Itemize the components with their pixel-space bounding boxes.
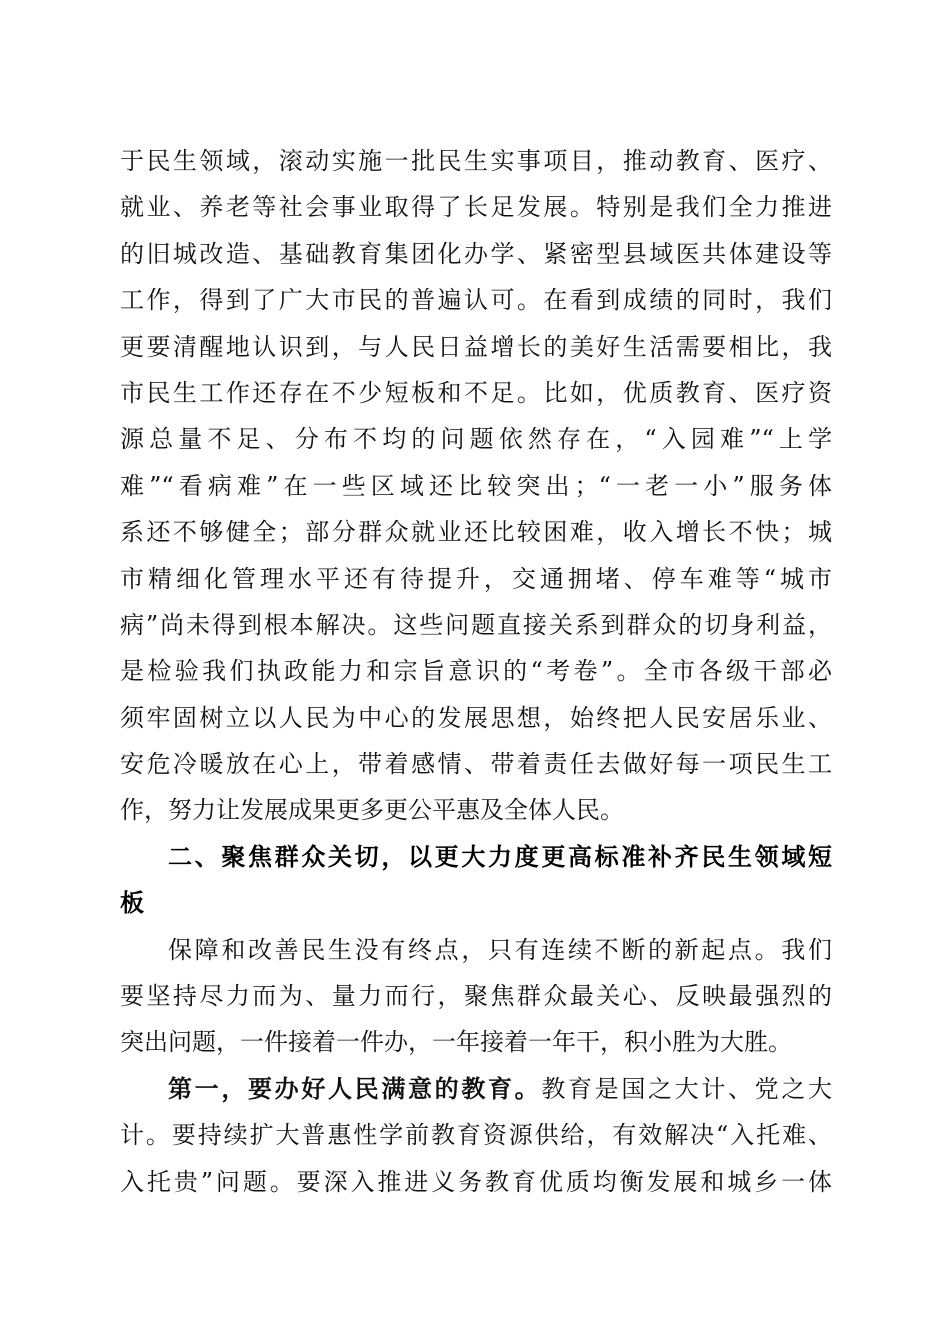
paragraph-line: 突出问题，一件接着一件办，一年接着一年干，积小胜为大胜。 <box>120 1028 792 1057</box>
paragraph-line: 要坚持尽力而为、量力而行，聚焦群众最关心、反映最强烈的 <box>120 982 832 1011</box>
paragraph-lead-rest: 教育是国之大计、党之大 <box>541 1074 832 1103</box>
paragraph-line: 于民生领域，滚动实施一批民生实事项目，推动教育、医疗、 <box>120 147 832 175</box>
paragraph-line: 工作，得到了广大市民的普遍认可。在看到成绩的同时，我们 <box>120 286 832 315</box>
paragraph-1 <box>120 138 832 834</box>
paragraph-line: 难”“看病难”在一些区域还比较突出；“一老一小”服务体 <box>120 471 832 500</box>
paragraph-line: 更要清醒地认识到，与人民日益增长的美好生活需要相比，我 <box>120 332 832 361</box>
paragraph-line: 市民生工作还存在不少短板和不足。比如，优质教育、医疗资 <box>120 378 832 407</box>
paragraph-line: 入托贵”问题。要深入推进义务教育优质均衡发展和城乡一体 <box>120 1167 832 1196</box>
section-heading <box>120 834 832 927</box>
paragraph-line: 作，努力让发展成果更多更公平惠及全体人民。 <box>120 796 624 825</box>
paragraph-line: 的旧城改造、基础教育集团化办学、紧密型县域医共体建设等 <box>120 239 832 268</box>
paragraph-line: 就业、养老等社会事业取得了长足发展。特别是我们全力推进 <box>120 193 832 222</box>
paragraph-line: 源总量不足、分布不均的问题依然存在，“入园难”“上学 <box>120 425 832 454</box>
paragraph-line: 病”尚未得到根本解决。这些问题直接关系到群众的切身利益， <box>120 610 832 639</box>
heading-line: 二、聚焦群众关切，以更大力度更高标准补齐民生领域短 <box>168 842 832 871</box>
paragraph-2 <box>120 927 832 1066</box>
paragraph-3 <box>120 1066 832 1205</box>
paragraph-lead-bold: 第一，要办好人民满意的教育。 <box>168 1073 542 1103</box>
paragraph-line: 市精细化管理水平还有待提升，交通拥堵、停车难等“城市 <box>120 564 832 593</box>
paragraph-line <box>120 1066 832 1112</box>
document-body <box>120 138 832 1205</box>
paragraph-line: 须牢固树立以人民为中心的发展思想，始终把人民安居乐业、 <box>120 703 832 732</box>
heading-line: 板 <box>120 889 144 918</box>
paragraph-line: 计。要持续扩大普惠性学前教育资源供给，有效解决“入托难、 <box>120 1121 832 1150</box>
paragraph-line: 保障和改善民生没有终点，只有连续不断的新起点。我们 <box>168 935 832 964</box>
paragraph-line: 系还不够健全；部分群众就业还比较困难，收入增长不快；城 <box>120 518 832 547</box>
paragraph-line: 是检验我们执政能力和宗旨意识的“考卷”。全市各级干部必 <box>120 657 832 686</box>
paragraph-line: 安危冷暖放在心上，带着感情、带着责任去做好每一项民生工 <box>120 750 832 779</box>
